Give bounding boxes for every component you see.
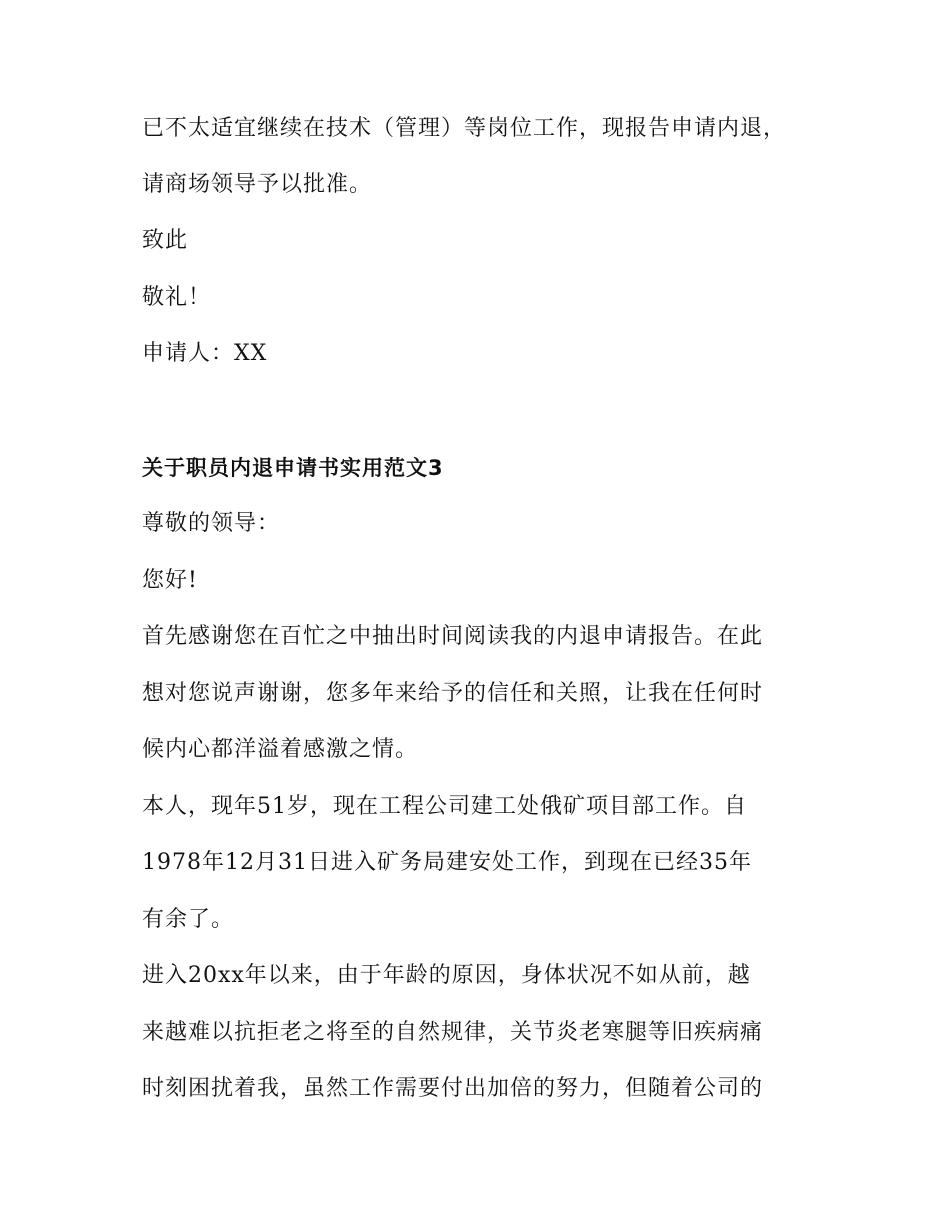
greeting-line: 您好! bbox=[142, 568, 198, 593]
paragraph-line: 请商场领导予以批准。 bbox=[142, 172, 373, 197]
signature-line: 申请人：XX bbox=[142, 341, 268, 366]
paragraph-line: 进入20xx年以来，由于年龄的原因，身体状况不如从前，越 bbox=[142, 963, 751, 988]
paragraph-line: 来越难以抗拒老之将至的自然规律，关节炎老寒腿等旧疾病痛 bbox=[142, 1020, 764, 1045]
paragraph-line: 有余了。 bbox=[142, 907, 235, 932]
paragraph-line: 已不太适宜继续在技术（管理）等岗位工作，现报告申请内退， bbox=[142, 116, 787, 141]
paragraph-line: 本人，现年51岁，现在工程公司建工处俄矿项目部工作。自 bbox=[142, 794, 747, 819]
paragraph-line: 首先感谢您在百忙之中抽出时间阅读我的内退申请报告。在此 bbox=[142, 624, 764, 649]
section-heading: 关于职员内退申请书实用范文3 bbox=[142, 456, 444, 480]
greeting: 尊敬的领导： bbox=[142, 511, 281, 536]
closing-phrase: 致此 bbox=[142, 228, 189, 253]
paragraph-line: 候内心都洋溢着感激之情。 bbox=[142, 737, 419, 762]
salutation: 敬礼！ bbox=[142, 285, 212, 310]
paragraph-line: 时刻困扰着我，虽然工作需要付出加倍的努力，但随着公司的 bbox=[142, 1076, 764, 1101]
paragraph-line: 想对您说声谢谢，您多年来给予的信任和关照，让我在任何时 bbox=[142, 681, 764, 706]
paragraph-line: 1978年12月31日进入矿务局建安处工作，到现在已经35年 bbox=[142, 850, 752, 875]
